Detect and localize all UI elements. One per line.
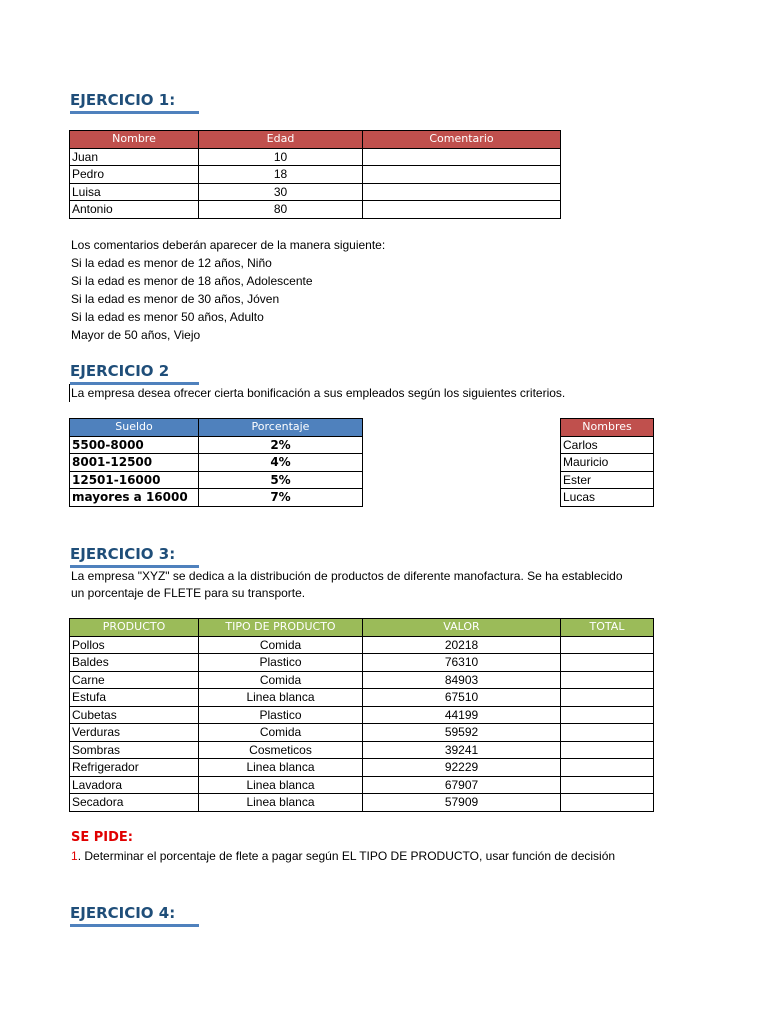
- cell-producto[interactable]: Sombras: [70, 741, 199, 759]
- header-valor: VALOR: [363, 619, 561, 637]
- ejercicio-2-intro: La empresa desea ofrecer cierta bonificación a sus empleados según los siguientes criterios.: [71, 386, 566, 400]
- header-porcentaje: Porcentaje: [199, 419, 363, 437]
- cell-valor[interactable]: 76310: [363, 654, 561, 672]
- ejercicio-3-title: EJERCICIO 3:: [70, 545, 176, 563]
- note-line: Si la edad es menor de 30 años, Jóven: [71, 292, 280, 306]
- ejercicio-1-notes: [71, 236, 385, 344]
- cell-tipo[interactable]: Comida: [199, 724, 363, 742]
- cell-valor[interactable]: 67510: [363, 689, 561, 707]
- cell-total[interactable]: [561, 706, 654, 724]
- table-row: [70, 166, 561, 184]
- table-row: [70, 671, 654, 689]
- note-line: Los comentarios deberán aparecer de la manera siguiente:: [71, 238, 386, 252]
- header-tipo-producto: TIPO DE PRODUCTO: [199, 619, 363, 637]
- cell-total[interactable]: [561, 759, 654, 777]
- task-number: 1: [71, 849, 78, 863]
- ejercicio-4-underline: [70, 924, 199, 927]
- table-row: [70, 636, 654, 654]
- cell-comentario[interactable]: [363, 148, 561, 166]
- cell-nombre[interactable]: Luisa: [70, 183, 199, 201]
- header-edad: Edad: [199, 131, 363, 149]
- table-row: [70, 454, 363, 472]
- header-nombre: Nombre: [70, 131, 199, 149]
- table-row: [70, 654, 654, 672]
- cell-producto[interactable]: Pollos: [70, 636, 199, 654]
- ejercicio-2-title: EJERCICIO 2: [70, 362, 170, 380]
- cell-producto[interactable]: Secadora: [70, 794, 199, 812]
- cell-nombre[interactable]: Ester: [561, 471, 654, 489]
- cell-valor[interactable]: 84903: [363, 671, 561, 689]
- cell-sueldo[interactable]: 5500-8000: [70, 436, 199, 454]
- se-pide-label: SE PIDE:: [71, 830, 134, 845]
- table-header-row: [70, 131, 561, 149]
- cell-tipo[interactable]: Plastico: [199, 654, 363, 672]
- cell-nombre[interactable]: Lucas: [561, 489, 654, 507]
- cell-sueldo[interactable]: mayores a 16000: [70, 489, 199, 507]
- table-row: [70, 436, 363, 454]
- ejercicio-1-table: [69, 130, 561, 219]
- cell-tipo[interactable]: Comida: [199, 636, 363, 654]
- ejercicio-1-underline: [70, 111, 199, 114]
- cell-valor[interactable]: 39241: [363, 741, 561, 759]
- table-row: [70, 183, 561, 201]
- cell-total[interactable]: [561, 689, 654, 707]
- table-row: [70, 148, 561, 166]
- table-row: [561, 454, 654, 472]
- header-sueldo: Sueldo: [70, 419, 199, 437]
- cell-valor[interactable]: 92229: [363, 759, 561, 777]
- table-row: [70, 201, 561, 219]
- note-line: Si la edad es menor de 18 años, Adolescente: [71, 274, 313, 288]
- table-row: [70, 759, 654, 777]
- cell-nombre[interactable]: Antonio: [70, 201, 199, 219]
- cell-porcentaje[interactable]: 4%: [199, 454, 363, 472]
- cell-producto[interactable]: Refrigerador: [70, 759, 199, 777]
- cell-valor[interactable]: 44199: [363, 706, 561, 724]
- task-line: [71, 847, 654, 865]
- cell-porcentaje[interactable]: 2%: [199, 436, 363, 454]
- cell-total[interactable]: [561, 794, 654, 812]
- ejercicio-3-table: [69, 618, 654, 812]
- text-cursor: [69, 384, 70, 402]
- cell-valor[interactable]: 59592: [363, 724, 561, 742]
- cell-sueldo[interactable]: 12501-16000: [70, 471, 199, 489]
- cell-valor[interactable]: 57909: [363, 794, 561, 812]
- task-text: . Determinar el porcentaje de flete a pagar según EL TIPO DE PRODUCTO, usar función de decisión: [77, 849, 616, 863]
- table-row: [70, 776, 654, 794]
- cell-nombre[interactable]: Mauricio: [561, 454, 654, 472]
- cell-producto[interactable]: Verduras: [70, 724, 199, 742]
- cell-total[interactable]: [561, 741, 654, 759]
- cell-producto[interactable]: Cubetas: [70, 706, 199, 724]
- ejercicio-3-intro-line-2: un porcentaje de FLETE para su transporte.: [71, 586, 306, 600]
- table-row: [70, 689, 654, 707]
- cell-comentario[interactable]: [363, 166, 561, 184]
- ejercicio-4-title: EJERCICIO 4:: [70, 904, 176, 922]
- cell-tipo[interactable]: Linea blanca: [199, 776, 363, 794]
- cell-edad[interactable]: 18: [199, 166, 363, 184]
- table-row: [70, 489, 363, 507]
- cell-valor[interactable]: 67907: [363, 776, 561, 794]
- cell-tipo[interactable]: Plastico: [199, 706, 363, 724]
- cell-total[interactable]: [561, 654, 654, 672]
- table-header-row: [561, 419, 654, 437]
- cell-nombre[interactable]: Carlos: [561, 436, 654, 454]
- table-row: [561, 436, 654, 454]
- header-producto: PRODUCTO: [70, 619, 199, 637]
- header-nombres: Nombres: [561, 419, 654, 437]
- cell-tipo[interactable]: Cosmeticos: [199, 741, 363, 759]
- cell-edad[interactable]: 30: [199, 183, 363, 201]
- cell-nombre[interactable]: Pedro: [70, 166, 199, 184]
- ejercicio-3-intro-line-1: La empresa "XYZ" se dedica a la distribución de productos de diferente manofactura. Se ha establecido: [71, 569, 623, 583]
- table-row: [70, 706, 654, 724]
- cell-edad[interactable]: 80: [199, 201, 363, 219]
- cell-producto[interactable]: Carne: [70, 671, 199, 689]
- table-row: [70, 724, 654, 742]
- table-row: [70, 741, 654, 759]
- ejercicio-2-names-table: [560, 418, 654, 507]
- cell-producto[interactable]: Estufa: [70, 689, 199, 707]
- cell-tipo[interactable]: Comida: [199, 671, 363, 689]
- ejercicio-2-table: [69, 418, 363, 507]
- table-row: [70, 794, 654, 812]
- ejercicio-1-title: EJERCICIO 1:: [70, 91, 176, 109]
- cell-porcentaje[interactable]: 7%: [199, 489, 363, 507]
- table-header-row: [70, 619, 654, 637]
- cell-producto[interactable]: Baldes: [70, 654, 199, 672]
- table-row: [70, 471, 363, 489]
- cell-tipo[interactable]: Linea blanca: [199, 689, 363, 707]
- table-row: [561, 489, 654, 507]
- cell-porcentaje[interactable]: 5%: [199, 471, 363, 489]
- cell-total[interactable]: [561, 636, 654, 654]
- cell-total[interactable]: [561, 671, 654, 689]
- cell-tipo[interactable]: Linea blanca: [199, 794, 363, 812]
- cell-comentario[interactable]: [363, 201, 561, 219]
- cell-total[interactable]: [561, 776, 654, 794]
- cell-valor[interactable]: 20218: [363, 636, 561, 654]
- header-total: TOTAL: [561, 619, 654, 637]
- cell-tipo[interactable]: Linea blanca: [199, 759, 363, 777]
- cell-comentario[interactable]: [363, 183, 561, 201]
- table-row: [561, 471, 654, 489]
- cell-edad[interactable]: 10: [199, 148, 363, 166]
- header-comentario: Comentario: [363, 131, 561, 149]
- cell-nombre[interactable]: Juan: [70, 148, 199, 166]
- cell-producto[interactable]: Lavadora: [70, 776, 199, 794]
- note-line: Mayor de 50 años, Viejo: [71, 328, 201, 342]
- note-line: Si la edad es menor 50 años, Adulto: [71, 310, 264, 324]
- cell-sueldo[interactable]: 8001-12500: [70, 454, 199, 472]
- cell-total[interactable]: [561, 724, 654, 742]
- table-header-row: [70, 419, 363, 437]
- note-line: Si la edad es menor de 12 años, Niño: [71, 256, 272, 270]
